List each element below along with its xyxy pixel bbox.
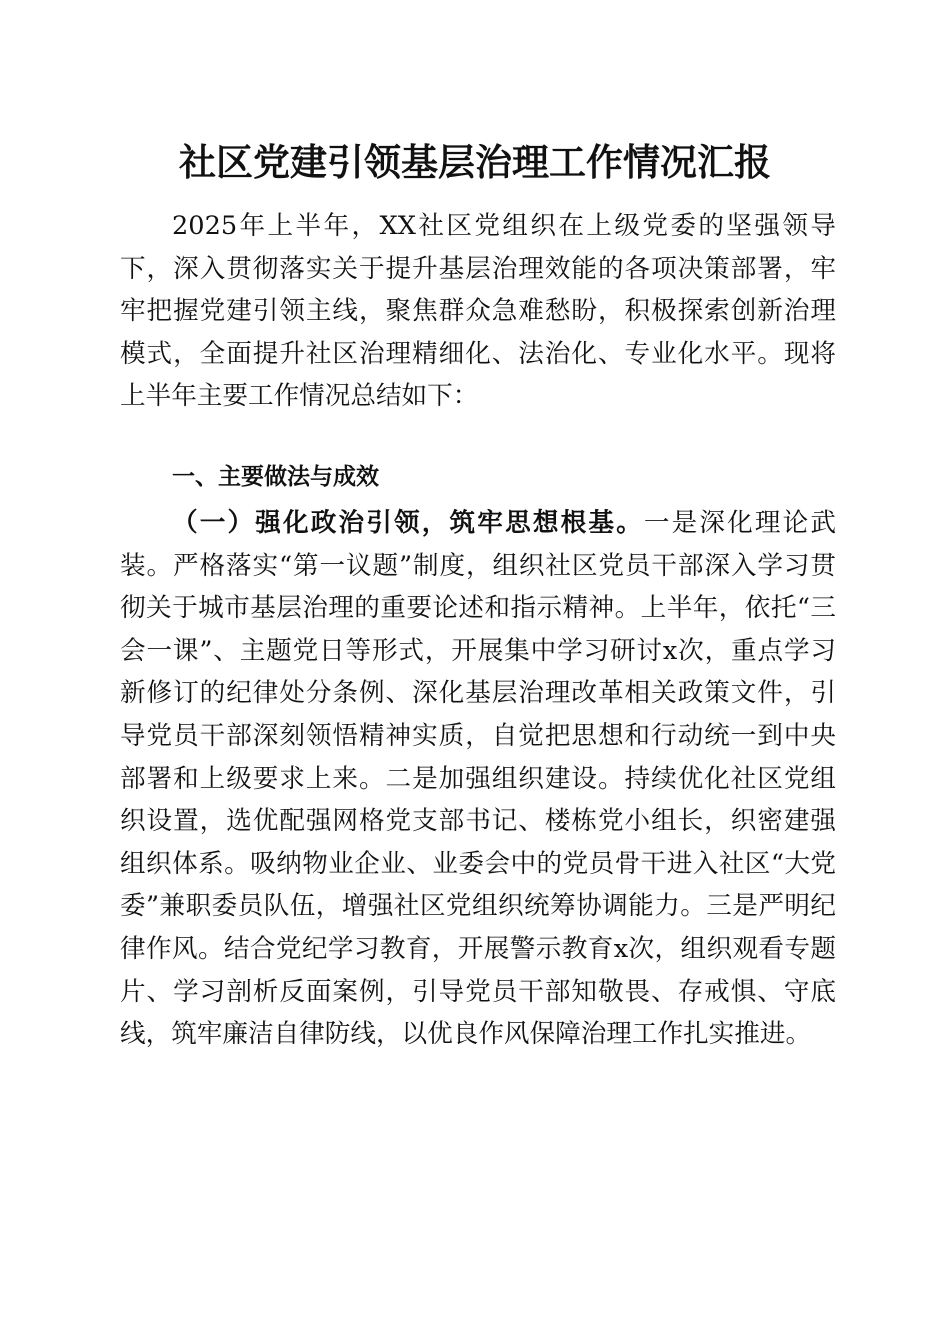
intro-paragraph: 2025年上半年，XX社区党组织在上级党委的坚强领导下，深入贯彻落实关于提升基层治理效能的各项决策部署，牢牢把握党建引领主线，聚焦群众急难愁盼，积极探索创新治理模式，全面提升社区治理精细化、法治化、专业化水平。现将上半年主要工作情况总结如下： — [120, 211, 836, 412]
subsection-text: 一是深化理论武装。严格落实“第一议题”制度，组织社区党员干部深入学习贯彻关于城市基层治理的重要论述和指示精神。上半年，依托“三会一课”、主题党日等形式，开展集中学习研讨x次，重点学习新修订的纪律处分条例、深化基层治理改革相关政策文件，引导党员干部深刻领悟精神实质，自觉把思想和行动统一到中央部署和上级要求上来。二是加强组织建设。持续优化社区党组织设置，选优配强网格党支部书记、楼栋党小组长，织密建强组织体系。吸纳物业企业、业委会中的党员骨干进入社区“大党委”兼职委员队伍，增强社区党组织统筹协调能力。三是严明纪律作风。结合党纪学习教育，开展警示教育x次，组织观看专题片、学习剖析反面案例，引导党员干部知敬畏、存戒惧、守底线，筑牢廉洁自律防线，以优良作风保障治理工作扎实推进。 — [120, 508, 836, 1050]
section-heading: 一、主要做法与成效 — [172, 464, 379, 490]
subsection-lead: （一）强化政治引领，筑牢思想根基。 — [172, 508, 644, 538]
document-title: 社区党建引领基层治理工作情况汇报 — [179, 140, 771, 184]
subsection-paragraph — [120, 502, 836, 1056]
